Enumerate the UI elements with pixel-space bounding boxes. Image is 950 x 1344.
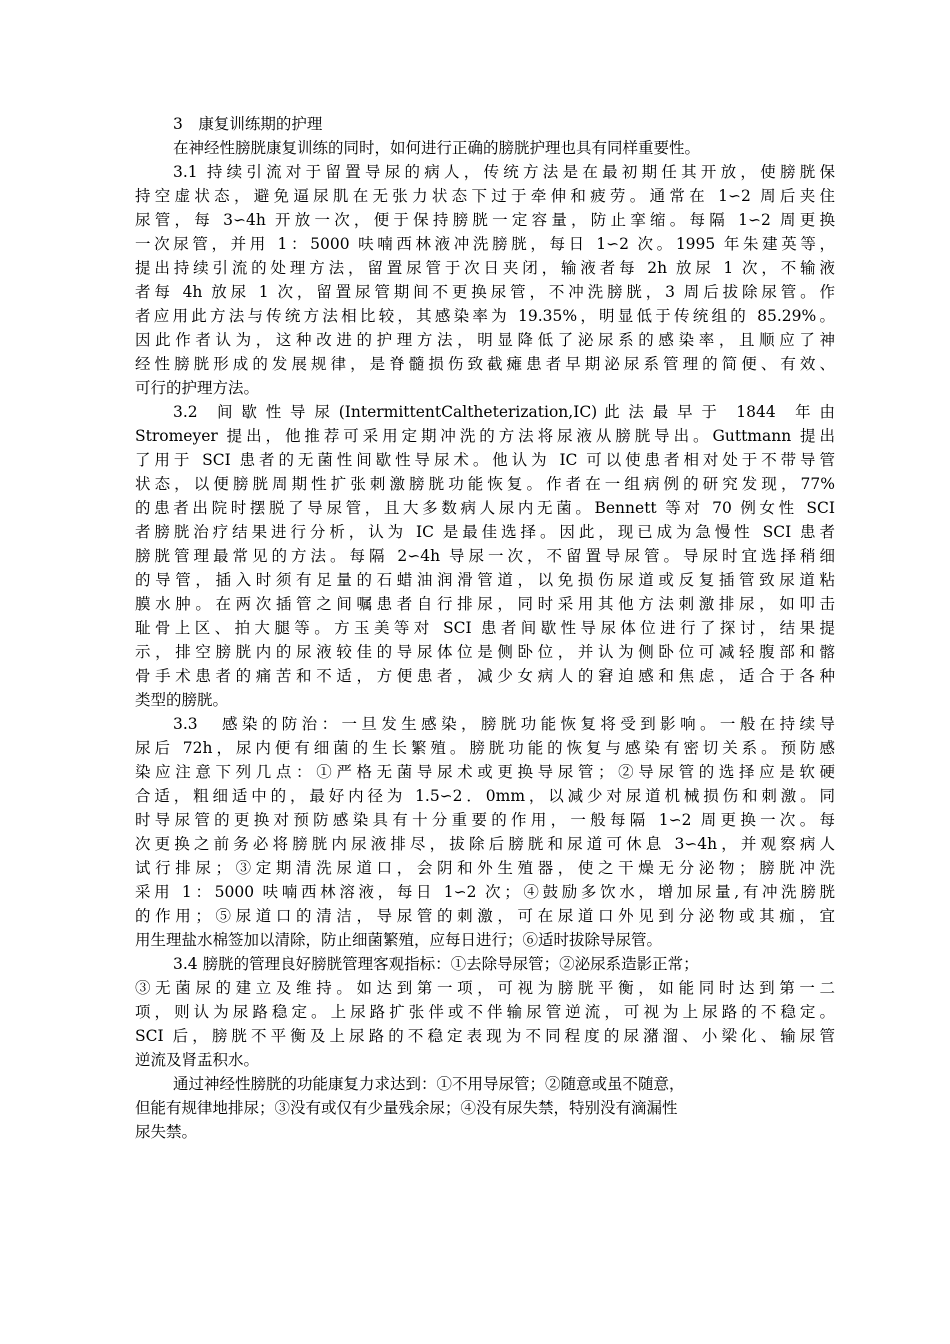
- text-line: 膀胱管理最常见的方法。每隔 2∽4h 导尿一次，不留置导尿管。导尿时宜选择稍细: [135, 547, 835, 565]
- text-line: 经性膀胱形成的发展规律，是脊髓损伤致截瘫患者早期泌尿系管理的简便、有效、: [135, 355, 835, 373]
- text-line: 试行排尿；③定期清洗尿道口，会阴和外生殖器，使之干燥无分泌物；膀胱冲洗: [135, 859, 835, 877]
- text-line: 尿后 72h，尿内便有细菌的生长繁殖。膀胱功能的恢复与感染有密切关系。预防感: [135, 739, 835, 757]
- text-line: 通过神经性膀胱的功能康复力求达到：①不用导尿管；②随意或虽不随意，: [173, 1075, 685, 1093]
- text-line: 因此作者认为，这种改进的护理方法，明显降低了泌尿系的感染率，且顺应了神: [135, 331, 835, 349]
- text-line: 可行的护理方法。: [135, 379, 260, 397]
- text-line: 3.4 膀胱的管理良好膀胱管理客观指标：①去除导尿管；②泌尿系造影正常；: [173, 955, 699, 973]
- text-line: 的患者出院时摆脱了导尿管，且大多数病人尿内无菌。Bennett 等对 70 例女性 SCI: [135, 499, 835, 517]
- text-line: Stromeyer 提出，他推荐可采用定期冲洗的方法将尿液从膀胱导出。Guttmann 提出: [135, 427, 835, 445]
- text-line: 尿失禁。: [135, 1123, 198, 1141]
- text-line: 尿管，每 3∽4h 开放一次，便于保持膀胱一定容量，防止挛缩。每隔 1∽2 周更换: [135, 211, 835, 229]
- text-line: 在神经性膀胱康复训练的同时，如何进行正确的膀胱护理也具有同样重要性。: [173, 139, 701, 157]
- text-line: 3.2 间 歇 性 导 尿 (IntermittentCaltheterization,IC) 此 法 最 早 于 1844 年 由: [173, 403, 835, 421]
- text-line: 提出持续引流的处理方法，留置尿管于次日夹闭，输液者每 2h 放尿 1 次，不输液: [135, 259, 835, 277]
- text-line: 示，排空膀胱内的尿液较佳的导尿体位是侧卧位，并认为侧卧位可减轻腹部和髂: [135, 643, 835, 661]
- text-line: 3.1 持续引流对于留置导尿的病人，传统方法是在最初期任其开放，使膀胱保: [173, 163, 835, 181]
- text-line: 一次尿管，并用 1：5000 呋喃西林液冲洗膀胱，每日 1∽2 次。1995 年朱建英等，: [135, 235, 835, 253]
- text-line: 染应注意下列几点：①严格无菌导尿术或更换导尿管；②导尿管的选择应是软硬: [135, 763, 835, 781]
- text-line: ③无菌尿的建立及维持。如达到第一项，可视为膀胱平衡，如能同时达到第一二: [135, 979, 835, 997]
- text-line: 的作用；⑤尿道口的清洁，导尿管的刺激，可在尿道口外见到分泌物或其痂，宜: [135, 907, 835, 925]
- text-line: 合适，粗细适中的，最好内径为 1.5∽2．0mm，以减少对尿道机械损伤和刺激。同: [135, 787, 835, 805]
- text-line: 者每 4h 放尿 1 次，留置尿管期间不更换尿管，不冲洗膀胱，3 周后拔除尿管。作: [135, 283, 835, 301]
- text-line: 者膀胱治疗结果进行分析，认为 IC 是最佳选择。因此，现已成为急慢性 SCI 患者: [135, 523, 835, 541]
- text-line: 持空虚状态，避免逼尿肌在无张力状态下过于牵伸和疲劳。通常在 1∽2 周后夹住: [135, 187, 835, 205]
- text-line: 逆流及肾盂积水。: [135, 1051, 260, 1069]
- text-line: 类型的膀胱。: [135, 691, 229, 709]
- text-line: 用生理盐水棉签加以清除，防止细菌繁殖，应每日进行；⑥适时拔除导尿管。: [135, 931, 663, 949]
- text-line: 但能有规律地排尿；③没有或仅有少量残余尿；④没有尿失禁，特别没有滴漏性: [135, 1099, 678, 1117]
- text-line: SCI 后，膀胱不平衡及上尿路的不稳定表现为不同程度的尿潴溜、小梁化、输尿管: [135, 1027, 835, 1045]
- text-line: 时导尿管的更换对预防感染具有十分重要的作用，一般每隔 1∽2 周更换一次。每: [135, 811, 835, 829]
- text-line: 骨手术患者的痛苦和不适，方便患者，减少女病人的窘迫感和焦虑，适合于各种: [135, 667, 835, 685]
- text-line: 的导管，插入时须有足量的石蜡油润滑管道，以免损伤尿道或反复插管致尿道粘: [135, 571, 835, 589]
- document-body: [135, 112, 835, 1144]
- text-line: 膜水肿。在两次插管之间嘱患者自行排尿，同时采用其他方法刺激排尿，如叩击: [135, 595, 835, 613]
- text-line: 耻骨上区、拍大腿等。方玉美等对 SCI 患者间歇性导尿体位进行了探讨，结果提: [135, 619, 835, 637]
- text-line: 次更换之前务必将膀胱内尿液排尽，拔除后膀胱和尿道可休息 3∽4h，并观察病人: [135, 835, 835, 853]
- text-line: 状态，以便膀胱周期性扩张刺激膀胱功能恢复。作者在一组病例的研究发现，77%: [135, 475, 835, 493]
- text-lines: [135, 112, 835, 1144]
- text-line: 采用 1：5000 呋喃西林溶液，每日 1∽2 次；④鼓励多饮水，增加尿量,有冲洗膀胱: [135, 883, 835, 901]
- text-line: 了用于 SCI 患者的无菌性间歇性导尿术。他认为 IC 可以使患者相对处于不带导管: [135, 451, 835, 469]
- text-line: 3.3 感染的防治：一旦发生感染，膀胱功能恢复将受到影响。一般在持续导: [173, 715, 835, 733]
- section-heading: 3 康复训练期的护理: [173, 115, 323, 133]
- text-line: 项，则认为尿路稳定。上尿路扩张伴或不伴输尿管逆流，可视为上尿路的不稳定。: [135, 1003, 835, 1021]
- text-line: 者应用此方法与传统方法相比较，其感染率为 19.35%，明显低于传统组的 85.29%。: [135, 307, 835, 325]
